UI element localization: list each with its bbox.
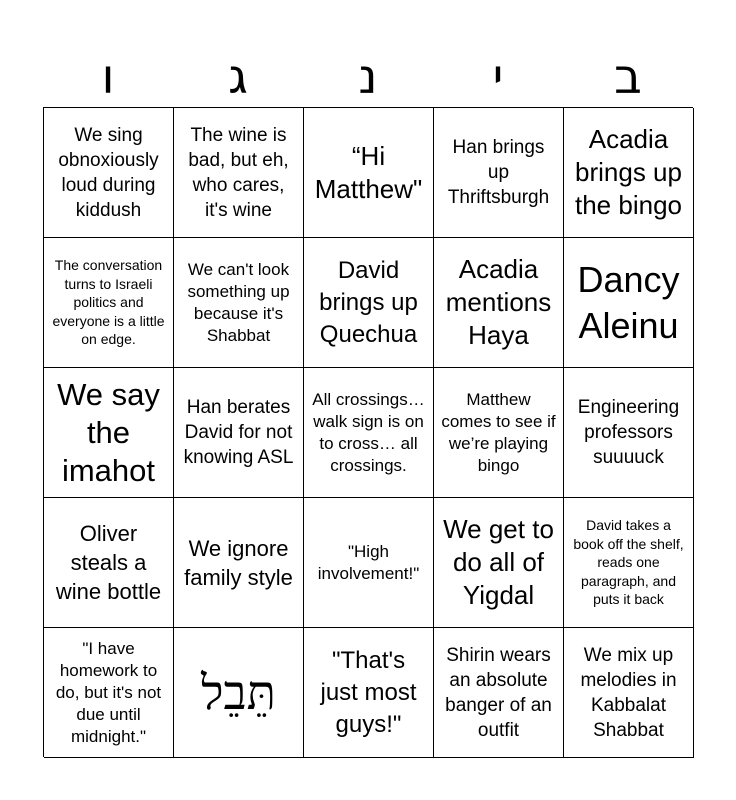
bingo-cell[interactable] (174, 498, 304, 628)
bingo-cell[interactable] (434, 108, 564, 238)
cell-text: Dancy Aleinu (577, 258, 680, 346)
cell-text: David takes a book off the shelf, reads one paragraph, and puts it back (573, 517, 684, 608)
bingo-cell[interactable] (44, 108, 174, 238)
header-letter-nun: נ (358, 49, 378, 105)
bingo-cell[interactable] (434, 498, 564, 628)
bingo-cell[interactable] (564, 238, 694, 368)
cell-text: The conversation turns to Israeli politics and everyone is a little on edge. (52, 257, 165, 348)
bingo-cell[interactable] (174, 238, 304, 368)
cell-text: We get to do all of Yigdal (443, 514, 554, 610)
cell-text: David brings up Quechua (319, 256, 418, 348)
bingo-cell[interactable] (174, 628, 304, 758)
cell-text: We say the imahot (57, 376, 160, 488)
bingo-cell[interactable] (174, 368, 304, 498)
bingo-cell[interactable] (174, 108, 304, 238)
bingo-cell[interactable] (304, 108, 434, 238)
bingo-cell[interactable] (564, 368, 694, 498)
bingo-grid (43, 107, 693, 757)
bingo-header (43, 48, 693, 106)
bingo-cell[interactable] (44, 628, 174, 758)
bingo-cell[interactable] (434, 238, 564, 368)
cell-text: Acadia mentions Haya (445, 254, 552, 350)
bingo-cell[interactable] (564, 498, 694, 628)
cell-text: Acadia brings up the bingo (575, 124, 682, 220)
cell-text: We ignore family style (184, 535, 293, 590)
cell-text: All crossings… walk sign is on to cross… all crossings. (312, 389, 425, 475)
cell-text: Oliver steals a wine bottle (55, 521, 162, 604)
header-letter-yod: ג (228, 49, 248, 105)
cell-text: "That's just most guys!" (320, 646, 417, 738)
bingo-cell[interactable] (44, 368, 174, 498)
bingo-cell[interactable] (304, 628, 434, 758)
cell-text: The wine is bad, but eh, who cares, it's wine (188, 124, 289, 221)
cell-text: "High involvement!" (317, 541, 420, 583)
header-letter-gimel: י (492, 49, 504, 105)
bingo-cell[interactable] (44, 238, 174, 368)
header-letter-vav: ב (614, 49, 642, 105)
bingo-cell[interactable] (434, 368, 564, 498)
cell-text: "I have homework to do, but it's not due until midnight." (55, 638, 162, 746)
bingo-cell[interactable] (564, 108, 694, 238)
bingo-cell[interactable] (304, 238, 434, 368)
cell-text: Han berates David for not knowing ASL (183, 397, 294, 468)
cell-text: תֵּבֵל (201, 664, 276, 721)
cell-text: Engineering professors suuuuck (577, 397, 680, 468)
header-letter-bet: ו (101, 49, 115, 105)
cell-text: We mix up melodies in Kabbalat Shabbat (580, 644, 677, 741)
bingo-cell[interactable] (44, 498, 174, 628)
bingo-cell[interactable] (304, 368, 434, 498)
bingo-cell[interactable] (564, 628, 694, 758)
bingo-cell[interactable] (304, 498, 434, 628)
cell-text: Matthew comes to see if we’re playing bingo (441, 389, 556, 475)
cell-text: Shirin wears an absolute banger of an outfit (445, 644, 552, 741)
cell-text: We can't look something up because it's Shabbat (187, 259, 290, 345)
cell-text: We sing obnoxiously loud during kiddush (58, 124, 159, 221)
bingo-cell[interactable] (434, 628, 564, 758)
cell-text: Han brings up Thriftsburgh (447, 137, 550, 208)
cell-text: “Hi Matthew" (314, 140, 423, 204)
